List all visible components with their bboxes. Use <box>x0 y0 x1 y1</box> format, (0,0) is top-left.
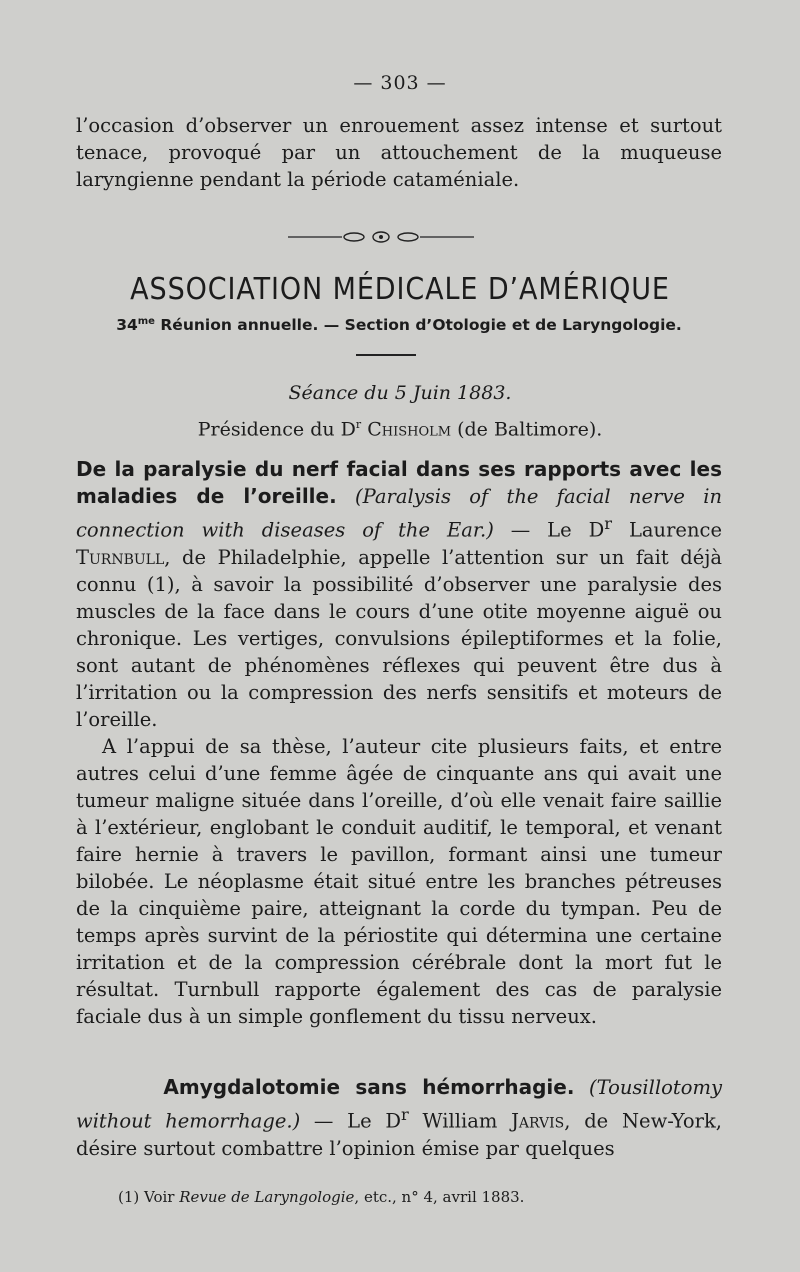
page-number: — 303 — <box>353 72 447 94</box>
subtitle-ordinal: me <box>137 316 155 327</box>
article1-english-title: (Paralysis of the facial nerve in connection with diseases of the Ear.) <box>76 485 723 542</box>
article2-intro: — Le D <box>300 1109 402 1133</box>
footnote-journal: Revue de Laryngologie <box>179 1188 355 1206</box>
presidence-suffix: (de Baltimore). <box>451 418 603 441</box>
session-date: Séance du 5 Juin 1883. <box>288 382 512 404</box>
article1-title: De la paralysie du nerf facial dans ses rapports avec les maladies de l’oreille. <box>76 457 722 508</box>
short-rule <box>356 354 416 356</box>
footnote-rest: , etc., n° 4, avril 1883. <box>354 1188 525 1206</box>
article-amygdalotomy <box>76 1074 722 1162</box>
opening-paragraph-text: l’occasion d’observer un enrouement assez intense et surtout tenace, provoqué par un attouchement de la muqueuse laryngienne pendant la période cataméniale. <box>76 114 722 191</box>
article1-sup: r <box>604 514 613 533</box>
presidence-prefix: Présidence du D <box>197 418 356 441</box>
ornament-divider <box>288 229 474 245</box>
section-subtitle <box>74 316 724 334</box>
article2-intro-mid: William <box>408 1109 512 1133</box>
article2-text: , de New-York, désire surtout combattre l’opinion émise par quelques <box>76 1109 722 1160</box>
article1-text: , de Philadelphie, appelle l’attention sur un fait déjà connu (1), à savoir la possibilité d’observer une paralysie des muscles de la face dans le cours d’une otite moyenne aiguë ou chronique. Les vertiges, convulsions épileptiformes et la folie, sont autant de phénomènes réflexes qui peuvent être dus à l’irritation ou la compression des nerfs sensitifs et moteurs de l’oreille. <box>76 545 722 731</box>
article1-intro-mid: Laurence <box>612 518 722 542</box>
article2-sup: r <box>401 1105 409 1124</box>
opening-paragraph <box>76 112 722 193</box>
article1-paragraph2: A l’appui de sa thèse, l’auteur cite plusieurs faits, et entre autres celui d’une femme âgée de cinquante ans qui avait une tumeur maligne située dans l’oreille, d’où elle venait faire saillie à l’extérieur, englobant le conduit auditif, le temporal, et venant faire hernie à travers le pavillon, formant ainsi une tumeur bilobée. Le néoplasme était situé entre les branches pétreuses de la cinquième paire, atteignant la corde du tympan. Peu de temps après survint de la périostite qui détermina une certaine irritation et de la compression cérébrale dont la mort fut le résultat. Turnbull rapporte également des cas de paralysie faciale dus à un simple gonflement du tissu nerveux. <box>76 734 722 1028</box>
footnote-marker: (1) Voir <box>118 1188 180 1206</box>
article1-paragraph1 <box>76 456 722 733</box>
article2-title: Amygdalotomie sans hémorrhagie. <box>163 1075 575 1099</box>
article2-english-title: (Tousillotomy without hemorrhage.) <box>76 1076 722 1133</box>
footnote <box>118 1188 524 1206</box>
article-facial-paralysis <box>76 456 722 1030</box>
article1-author: Turnbull <box>76 545 165 569</box>
section-title: ASSOCIATION MÉDICALE D’AMÉRIQUE <box>130 272 670 307</box>
article2-author: Jarvis <box>511 1109 565 1133</box>
presidence-line <box>0 418 800 440</box>
presidence-sup: r <box>355 418 362 431</box>
presidence-name: Chisholm <box>367 418 452 441</box>
article2-paragraph <box>76 1074 722 1162</box>
subtitle-text: Réunion annuelle. — Section d’Otologie et de Laryngologie. <box>154 316 682 335</box>
subtitle-number: 34 <box>116 316 138 335</box>
article1-intro: — Le D <box>493 518 605 542</box>
